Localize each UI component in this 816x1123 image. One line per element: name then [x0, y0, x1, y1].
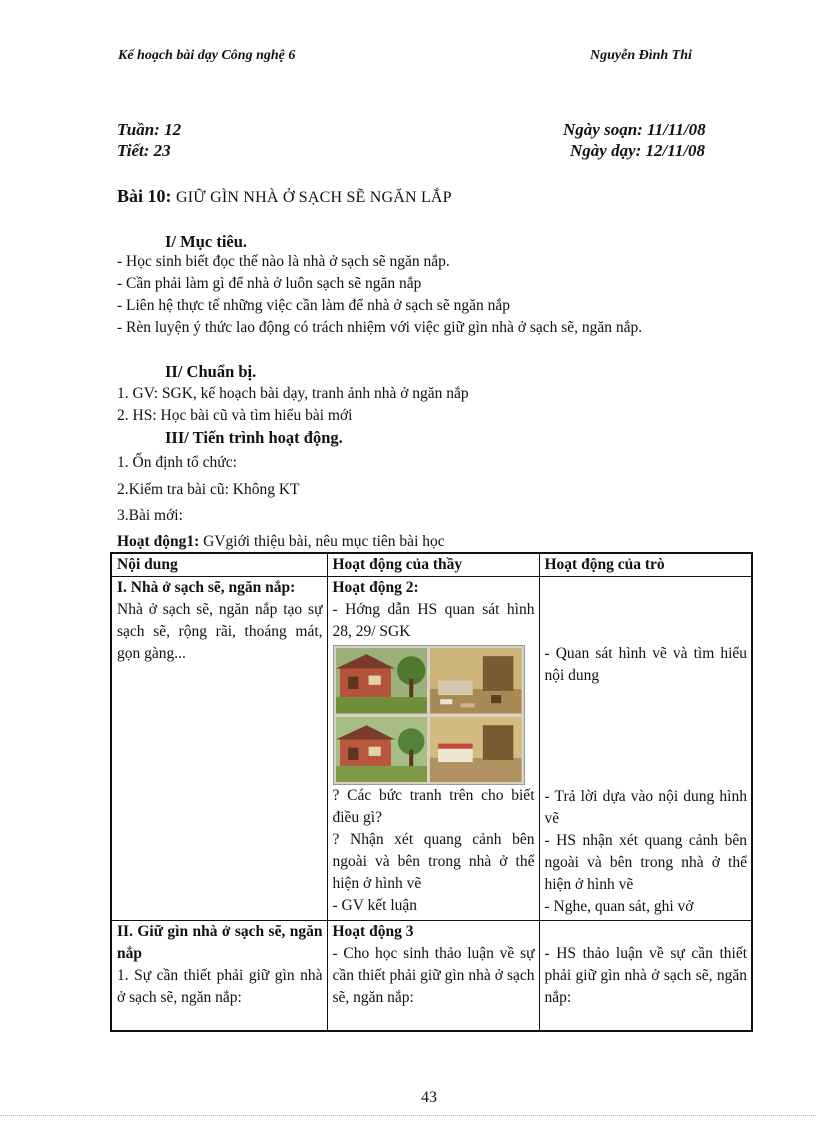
room-interior-image [430, 717, 522, 783]
table-header-cell: Hoạt động của trò [539, 553, 752, 577]
footer-divider [0, 1115, 816, 1116]
house-exterior-image [336, 648, 428, 714]
content-cell [111, 921, 327, 1031]
objectives-heading: I/ Mục tiêu. [165, 232, 248, 251]
illustration-panel [430, 717, 522, 783]
lesson-title: GIỮ GÌN NHÀ Ở SẠCH SẼ NGĂN LẮP [176, 189, 452, 206]
process-heading: III/ Tiến trình hoạt động. [165, 428, 343, 447]
preparation-item: 2. HS: Học bài cũ và tìm hiểu bài mới [117, 407, 353, 424]
objective-item: - Liên hệ thực tế những việc cần làm để nhà ở sạch sẽ ngăn nắp [117, 297, 510, 314]
process-item: 2.Kiểm tra bài cũ: Không KT [117, 481, 300, 498]
taught-date: Ngày dạy: 12/11/08 [570, 141, 706, 160]
room-interior-image [430, 648, 522, 714]
prepared-date: Ngày soạn: 11/11/08 [563, 120, 706, 139]
activity1-label: Hoạt động1: [117, 533, 200, 550]
header-left: Kế hoạch bài dạy Công nghệ 6 [118, 48, 296, 63]
teacher-text: - Cho học sinh thảo luận về sự cần thiết phải giữ gìn nhà ở sạch sẽ, ngăn nắp: [332, 945, 535, 1006]
house-exterior-image [336, 717, 428, 783]
illustration-panel [336, 717, 428, 783]
preparation-heading: II/ Chuẩn bị. [165, 362, 257, 381]
activity1-text: GVgiới thiệu bài, nêu mục tiên bài học [199, 533, 445, 550]
table-header-row [111, 553, 752, 577]
content-title: I. Nhà ở sạch sẽ, ngăn nắp: [117, 579, 296, 596]
activity1-line [117, 531, 445, 553]
student-activity: - Quan sát hình vẽ và tìm hiểu nội dung [544, 645, 747, 684]
teacher-title: Hoạt động 2: [332, 579, 419, 596]
preparation-item: 1. GV: SGK, kế hoạch bài dạy, tranh ảnh nhà ở ngăn nắp [117, 385, 469, 402]
teacher-question: ? Các bức tranh trên cho biết điều gì? [332, 787, 535, 826]
content-text: Nhà ở sạch sẽ, ngăn nắp tạo sự sạch sẽ, rộng rãi, thoáng mát, gọn gàng... [117, 601, 323, 662]
period-label: Tiết: 23 [117, 141, 171, 160]
table-row [111, 577, 752, 921]
lesson-title-line [117, 185, 452, 209]
teacher-guide: - Hớng dẫn HS quan sát hình 28, 29/ SGK [332, 601, 535, 640]
lesson-table [110, 552, 753, 1032]
teacher-conclude: - GV kết luận [332, 897, 418, 914]
student-cell [539, 921, 752, 1031]
process-item: 1. Ổn định tổ chức: [117, 454, 237, 471]
student-activity: - Trả lời dựa vào nội dung hình vẽ [544, 788, 747, 827]
illustration-panel [336, 648, 428, 714]
page-number: 43 [421, 1089, 437, 1106]
week-label: Tuần: 12 [117, 120, 182, 139]
student-cell [539, 577, 752, 921]
teacher-question: ? Nhận xét quang cảnh bên ngoài và bên trong nhà ở thể hiện ở hình vẽ [332, 831, 535, 892]
teacher-title: Hoạt động 3 [332, 923, 414, 940]
objective-item: - Rèn luyện ý thức lao động có trách nhiệm với việc giữ gìn nhà ở sạch sẽ, ngăn nắp. [117, 319, 643, 336]
teacher-cell [327, 577, 539, 921]
header-right: Nguyễn Đình Thi [590, 48, 692, 63]
illustration-panel [430, 648, 522, 714]
teacher-cell [327, 921, 539, 1031]
student-activity: - HS thảo luận về sự cần thiết phải giữ gìn nhà ở sạch sẽ, ngăn nắp: [544, 945, 747, 1006]
student-activity: - Nghe, quan sát, ghi vở [544, 898, 694, 915]
table-row [111, 921, 752, 1031]
student-activity: - HS nhận xét quang cảnh bên ngoài và bên trong nhà ở thể hiện ở hình vẽ [544, 832, 747, 893]
content-cell [111, 577, 327, 921]
objective-item: - Học sinh biết đọc thế nào là nhà ở sạch sẽ ngăn nắp. [117, 253, 450, 270]
content-title: II. Giữ gìn nhà ở sạch sẽ, ngăn nắp [117, 923, 323, 962]
table-header-cell: Nội dung [111, 553, 327, 577]
lesson-number: Bài 10: [117, 186, 172, 206]
table-header-cell: Hoạt động của thầy [327, 553, 539, 577]
content-text: 1. Sự cần thiết phải giữ gìn nhà ở sạch sẽ, ngăn nắp: [117, 967, 323, 1006]
process-item: 3.Bài mới: [117, 507, 183, 524]
house-illustration [333, 645, 525, 785]
objective-item: - Cần phải làm gì để nhà ở luôn sạch sẽ ngăn nắp [117, 275, 422, 292]
